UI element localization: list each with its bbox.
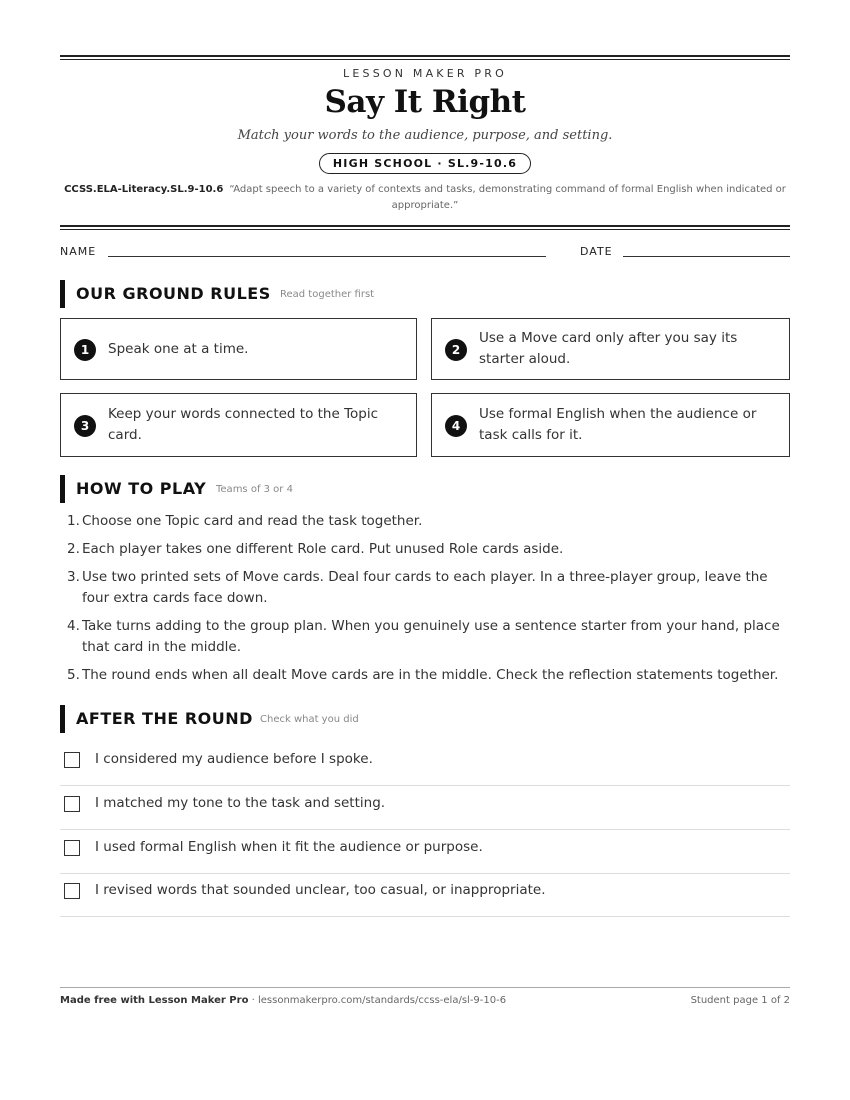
ground-rule-card — [60, 393, 417, 457]
instruction-step: 3. Use two printed sets of Move cards. Deal four cards to each player. In a three-player group, leave the four extra cards face down. — [67, 569, 768, 606]
section-title: OUR GROUND RULES — [76, 284, 271, 303]
footer-divider — [60, 987, 790, 988]
instruction-step: 1. Choose one Topic card and read the task together. — [67, 513, 423, 529]
checklist-item — [60, 829, 790, 874]
standard-statement — [60, 182, 790, 214]
checklist-text: I matched my tone to the task and setting. — [95, 795, 386, 811]
ground-rule-card — [431, 318, 790, 380]
checklist-item — [60, 785, 790, 830]
checklist-text: I considered my audience before I spoke. — [95, 751, 373, 767]
name-field[interactable] — [108, 256, 546, 257]
checkbox[interactable] — [64, 796, 80, 812]
instruction-step: 2. Each player takes one different Role card. Put unused Role cards aside. — [67, 541, 564, 557]
footer-url[interactable]: lessonmakerpro.com/standards/ccss-ela/sl-9-10-6 — [257, 995, 507, 1006]
instructions-list — [60, 511, 790, 693]
rule-text: Use a Move card only after you say its starter aloud. — [479, 330, 738, 367]
checkbox[interactable] — [64, 752, 80, 768]
section-title: AFTER THE ROUND — [76, 709, 253, 728]
section-bar — [60, 475, 65, 503]
section-subtitle: Read together first — [280, 289, 375, 300]
rule-number-badge: 1 — [74, 339, 96, 361]
instruction-step: 5. The round ends when all dealt Move cards are in the middle. Check the reflection statements together. — [67, 667, 779, 683]
ground-rule-card — [431, 393, 790, 457]
checkbox[interactable] — [64, 840, 80, 856]
instruction-step: 4. Take turns adding to the group plan. When you genuinely use a sentence starter from your hand, place that card in the middle. — [67, 618, 780, 655]
date-label: DATE — [580, 245, 613, 258]
header-divider — [60, 225, 790, 227]
rule-number-badge: 3 — [74, 415, 96, 437]
footer-made-with: Made free with Lesson Maker Pro — [60, 995, 249, 1006]
footer-credit — [60, 995, 506, 1006]
footer-separator: · — [248, 995, 258, 1006]
section-subtitle: Check what you did — [260, 714, 359, 725]
checklist-item — [60, 872, 790, 917]
rule-text: Speak one at a time. — [108, 340, 249, 357]
rule-number-badge: 2 — [445, 339, 467, 361]
name-date-row — [60, 245, 790, 259]
section-title: HOW TO PLAY — [76, 479, 207, 498]
section-bar — [60, 280, 65, 308]
checklist-text: I revised words that sounded unclear, too casual, or inappropriate. — [95, 882, 546, 898]
page-number: Student page 1 of 2 — [690, 995, 790, 1006]
brand-name: LESSON MAKER PRO — [343, 67, 507, 80]
checklist-text: I used formal English when it fit the audience or purpose. — [95, 839, 483, 855]
section-bar — [60, 705, 65, 733]
standard-code: CCSS.ELA-Literacy.SL.9-10.6 — [64, 184, 224, 195]
page-subtitle: Match your words to the audience, purpose, and setting. — [237, 128, 613, 143]
name-label: NAME — [60, 245, 97, 258]
checkbox[interactable] — [64, 883, 80, 899]
ground-rule-card — [60, 318, 417, 380]
standard-text: “Adapt speech to a variety of contexts and tasks, demonstrating command of formal English when indicated or appropriate.” — [229, 184, 786, 211]
rule-text: Use formal English when the audience or task calls for it. — [479, 406, 757, 443]
checklist-item — [60, 741, 790, 786]
page-title: Say It Right — [324, 84, 526, 120]
grade-badge: HIGH SCHOOL · SL.9-10.6 — [319, 153, 531, 174]
rule-number-badge: 4 — [445, 415, 467, 437]
date-field[interactable] — [623, 256, 790, 257]
top-divider — [60, 55, 790, 57]
rule-text: Keep your words connected to the Topic card. — [108, 406, 379, 443]
section-subtitle: Teams of 3 or 4 — [216, 484, 293, 495]
